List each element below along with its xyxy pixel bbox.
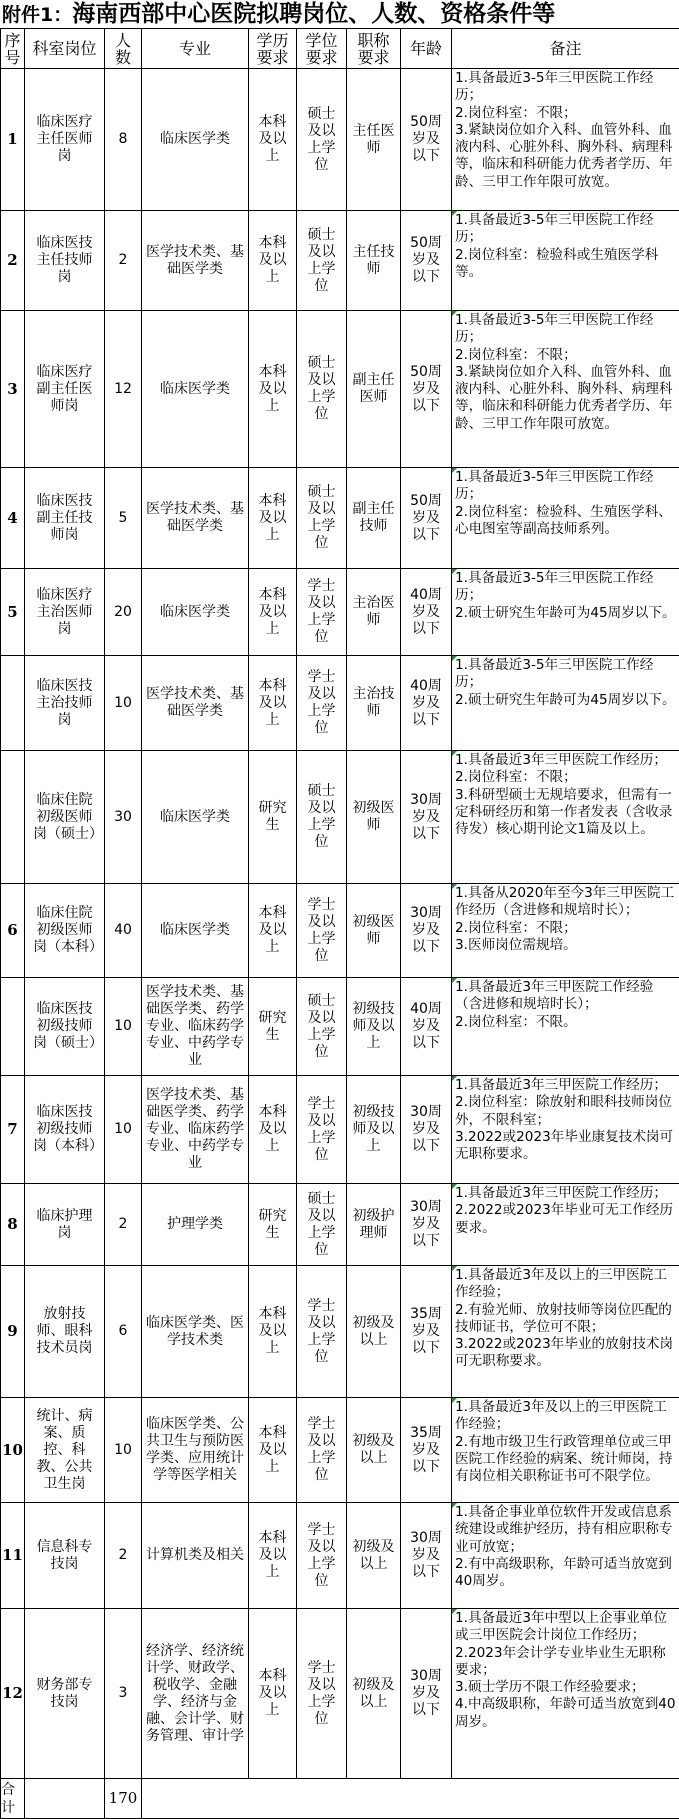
remark-lines [455,657,677,709]
cell-seq: 12 [1,1609,25,1779]
table-row [1,311,679,468]
remark-line: 2.2023年会计学专业毕业生无职称要求； [455,1645,677,1680]
cell-count: 12 [105,311,142,468]
cell-post: 临床医技主任技师岗 [25,211,105,311]
remark-lines [455,312,677,433]
remark-line: 1.具备最近3年三甲医院工作经验（含进修和规培时长）； [455,979,677,1014]
table-row [1,211,679,311]
cell-degree: 学士及以上学位 [297,656,347,751]
remark-line: 2.硕士研究生年龄可为45周岁以下。 [455,692,677,709]
cell-title-req: 主任医师 [347,69,401,211]
cell-comment-marker-icon [452,1503,457,1508]
remark-line: 2.岗位科室：检验科、生殖医学科、心电图室等副高技师系列。 [455,504,677,539]
cell-education: 研究生 [249,751,297,884]
remark-lines [455,570,677,622]
header-remark: 备注 [452,29,679,69]
cell-age: 50周岁及以下 [401,211,452,311]
cell-seq: 5 [1,569,25,656]
cell-remark [452,751,679,884]
cell-degree: 学士及以上学位 [297,1503,347,1609]
cell-major: 医学技术类、基础医学类、药学专业、临床药学专业、中药学专业 [142,978,249,1076]
cell-comment-marker-icon [452,978,457,983]
cell-title-req: 初级医师 [347,884,401,978]
cell-major: 临床医学类 [142,884,249,978]
remark-line: 2.岗位科室：不限； [455,920,677,937]
cell-post: 统计、病案、质控、科教、公共卫生岗 [25,1398,105,1503]
cell-education: 本科及以上 [249,884,297,978]
remark-line: 3.紧缺岗位如介入科、血管外科、血液内科、心脏外科、胸外科、病理科等，临床和科研能力优秀者学历、年龄、三甲工作年限可放宽。 [455,122,677,191]
cell-title-req: 主治技师 [347,656,401,751]
cell-title-req: 主治医师 [347,569,401,656]
cell-education: 本科及以上 [249,569,297,656]
cell-remark [452,468,679,569]
cell-remark [452,1503,679,1609]
cell-remark [452,884,679,978]
cell-remark [452,211,679,311]
cell-remark [452,1076,679,1184]
remark-line: 1.具备从2020年至今3年三甲医院工作经历（含进修和规培时长）； [455,885,677,920]
remark-line: 3.2022或2023年毕业的放射技术岗可无职称要求。 [455,1336,677,1371]
cell-degree: 硕士及以上学位 [297,468,347,569]
cell-major: 医学技术类、基础医学类 [142,468,249,569]
cell-count: 3 [105,1609,142,1779]
table-row [1,1609,679,1779]
cell-degree: 硕士及以上学位 [297,211,347,311]
cell-major: 护理学类 [142,1184,249,1266]
cell-age: 40周岁及以下 [401,978,452,1076]
cell-count: 5 [105,468,142,569]
header-degree: 学位要求 [297,29,347,69]
cell-remark [452,1609,679,1779]
header-count: 人数 [105,29,142,69]
cell-age: 30周岁及以下 [401,1503,452,1609]
total-empty [142,1779,679,1819]
page-title [0,0,679,28]
remark-line: 1.具备最近3-5年三甲医院工作经历； [455,312,677,347]
cell-seq [1,751,25,884]
cell-age: 40周岁及以下 [401,569,452,656]
cell-count: 20 [105,569,142,656]
cell-degree: 学士及以上学位 [297,569,347,656]
remark-lines [455,469,677,538]
cell-major: 医学技术类、基础医学类、药学专业、临床药学专业、中药学专业 [142,1076,249,1184]
cell-degree: 学士及以上学位 [297,1609,347,1779]
cell-seq: 6 [1,884,25,978]
cell-count: 8 [105,69,142,211]
header-title-req: 职称要求 [347,29,401,69]
remark-line: 2.岗位科室：不限； [455,105,677,122]
remark-line: 2.岗位科室：除放射和眼科技师岗位外，不限科室； [455,1094,677,1129]
cell-count: 2 [105,1184,142,1266]
cell-comment-marker-icon [452,311,457,316]
cell-post: 放射技师、眼科技术员岗 [25,1266,105,1398]
remark-line: 1.具备最近3-5年三甲医院工作经历； [455,469,677,504]
cell-major: 临床医学类 [142,69,249,211]
cell-comment-marker-icon [452,211,457,216]
cell-remark [452,311,679,468]
header-major: 专业 [142,29,249,69]
cell-degree: 学士及以上学位 [297,1266,347,1398]
cell-age: 35周岁及以下 [401,1266,452,1398]
remark-lines [455,1399,677,1485]
cell-title-req: 初级技师及以上 [347,1076,401,1184]
cell-post: 临床医技主治技师岗 [25,656,105,751]
remark-lines [455,212,677,281]
cell-remark [452,1266,679,1398]
remark-line: 1.具备最近3年三甲医院工作经历； [455,752,677,769]
remark-line: 2.有地市级卫生行政管理单位或三甲医院工作经验的病案、统计师岗，持有岗位相关职称证书可不限学位。 [455,1434,677,1486]
table-row [1,69,679,211]
total-post-empty [25,1779,105,1819]
cell-title-req: 主任技师 [347,211,401,311]
remark-line: 1.具备最近3年及以上的三甲医院工作经验； [455,1399,677,1434]
cell-post: 临床住院初级医师岗（硕士） [25,751,105,884]
cell-age: 50周岁及以下 [401,69,452,211]
cell-post: 信息科专技岗 [25,1503,105,1609]
cell-seq: 10 [1,1398,25,1503]
cell-comment-marker-icon [452,569,457,574]
table-body [1,69,679,1779]
cell-age: 50周岁及以下 [401,311,452,468]
cell-count: 30 [105,751,142,884]
cell-post: 临床医技初级技师岗（硕士） [25,978,105,1076]
table-row [1,468,679,569]
cell-remark [452,1184,679,1266]
cell-age: 50周岁及以下 [401,468,452,569]
cell-degree: 学士及以上学位 [297,1398,347,1503]
header-row [1,29,679,69]
remark-lines [455,1077,677,1163]
remark-line: 2.岗位科室：检验科或生殖医学科等。 [455,247,677,282]
cell-title-req: 初级技师及以上 [347,978,401,1076]
remark-line: 1.具备最近3年中型以上企事业单位或三甲医院会计岗位工作经历； [455,1610,677,1645]
header-age: 年龄 [401,29,452,69]
cell-seq: 7 [1,1076,25,1184]
cell-title-req: 初级及以上 [347,1266,401,1398]
remark-line: 1.具备企事业单位软件开发或信息系统建设或维护经历，持有相应职称专业可放宽； [455,1504,677,1556]
table-row [1,656,679,751]
cell-major: 计算机类及相关 [142,1503,249,1609]
cell-post: 临床医疗主任医师岗 [25,69,105,211]
cell-education: 本科及以上 [249,1503,297,1609]
cell-seq: 9 [1,1266,25,1398]
cell-major: 临床医学类 [142,311,249,468]
cell-count: 40 [105,884,142,978]
remark-line: 1.具备最近3年三甲医院工作经历； [455,1185,677,1202]
cell-count: 10 [105,1398,142,1503]
cell-seq: 3 [1,311,25,468]
remark-line: 3.2022或2023年毕业康复技术岗可无职称要求。 [455,1129,677,1164]
cell-education: 本科及以上 [249,1609,297,1779]
remark-line: 1.具备最近3-5年三甲医院工作经历； [455,570,677,605]
cell-degree: 学士及以上学位 [297,884,347,978]
remark-line: 1.具备最近3-5年三甲医院工作经历； [455,657,677,692]
cell-major: 临床医学类、公共卫生与预防医学类、应用统计学等医学相关 [142,1398,249,1503]
cell-comment-marker-icon [452,1184,457,1189]
cell-post: 临床医疗主治医师岗 [25,569,105,656]
cell-major: 临床医学类 [142,751,249,884]
cell-degree: 硕士及以上学位 [297,751,347,884]
total-count: 170 [105,1779,142,1819]
remark-line: 3.科研型硕士无规培要求，但需有一定科研经历和第一作者发表（含收录待发）核心期刊论文1篇及以上。 [455,787,677,839]
cell-major: 医学技术类、基础医学类 [142,211,249,311]
table-row [1,569,679,656]
remark-line: 2.岗位科室：不限。 [455,1014,677,1031]
cell-seq [1,656,25,751]
remark-lines [455,979,677,1031]
cell-comment-marker-icon [452,1609,457,1614]
remark-lines [455,1267,677,1371]
cell-education: 本科及以上 [249,468,297,569]
cell-degree: 硕士及以上学位 [297,1184,347,1266]
remark-line: 2.硕士研究生年龄可为45周岁以下。 [455,605,677,622]
cell-count: 2 [105,1503,142,1609]
total-label: 合计 [1,1779,25,1819]
cell-age: 35周岁及以下 [401,1398,452,1503]
cell-remark [452,1398,679,1503]
title-prefix: 附件1： [2,4,72,26]
remark-line: 2.有中高级职称，年龄可适当放宽到40周岁。 [455,1556,677,1591]
cell-count: 10 [105,1076,142,1184]
cell-count: 2 [105,211,142,311]
remark-line: 2.2022或2023年毕业可无工作经历要求。 [455,1202,677,1237]
remark-line: 3.硕士学历不限工作经验要求； [455,1679,677,1696]
cell-post: 临床住院初级医师岗（本科） [25,884,105,978]
cell-education: 本科及以上 [249,311,297,468]
remark-lines [455,1610,677,1731]
cell-comment-marker-icon [452,1266,457,1271]
remark-lines [455,752,677,838]
cell-title-req: 副主任技师 [347,468,401,569]
remark-lines [455,885,677,954]
cell-age: 30周岁及以下 [401,1076,452,1184]
cell-title-req: 副主任医师 [347,311,401,468]
cell-major: 临床医学类、医学技术类 [142,1266,249,1398]
title-text: 海南西部中心医院拟聘岗位、人数、资格条件等 [72,1,555,27]
header-education: 学历要求 [249,29,297,69]
cell-major: 医学技术类、基础医学类 [142,656,249,751]
table-row [1,978,679,1076]
remark-line: 1.具备最近3-5年三甲医院工作经历； [455,212,677,247]
cell-post: 临床医疗副主任医师岗 [25,311,105,468]
total-row [1,1779,679,1819]
cell-comment-marker-icon [452,884,457,889]
cell-title-req: 初级及以上 [347,1398,401,1503]
table-row [1,884,679,978]
cell-age: 30周岁及以下 [401,751,452,884]
cell-count: 10 [105,656,142,751]
cell-degree: 学士及以上学位 [297,1076,347,1184]
cell-title-req: 初级护理师 [347,1184,401,1266]
cell-title-req: 初级及以上 [347,1609,401,1779]
cell-degree: 硕士及以上学位 [297,978,347,1076]
table-row [1,1076,679,1184]
cell-education: 本科及以上 [249,211,297,311]
cell-comment-marker-icon [452,656,457,661]
cell-count: 10 [105,978,142,1076]
cell-education: 本科及以上 [249,1398,297,1503]
remark-line: 2.有验光师、放射技师等岗位匹配的技师证书，学位可不限； [455,1302,677,1337]
remark-line: 1.具备最近3-5年三甲医院工作经历； [455,70,677,105]
cell-comment-marker-icon [452,1398,457,1403]
table-row [1,751,679,884]
cell-seq: 8 [1,1184,25,1266]
cell-age: 30周岁及以下 [401,1184,452,1266]
cell-remark [452,569,679,656]
cell-age: 30周岁及以下 [401,884,452,978]
cell-remark [452,656,679,751]
cell-comment-marker-icon [452,751,457,756]
cell-comment-marker-icon [452,1076,457,1081]
cell-seq: 11 [1,1503,25,1609]
header-post: 科室岗位 [25,29,105,69]
cell-education: 研究生 [249,978,297,1076]
remark-line: 1.具备最近3年及以上的三甲医院工作经验； [455,1267,677,1302]
remark-lines [455,1504,677,1590]
cell-education: 研究生 [249,1184,297,1266]
cell-education: 本科及以上 [249,69,297,211]
remark-line: 1.具备最近3年三甲医院工作经历； [455,1077,677,1094]
cell-post: 财务部专技岗 [25,1609,105,1779]
table-row [1,1184,679,1266]
cell-education: 本科及以上 [249,656,297,751]
cell-title-req: 初级及以上 [347,1503,401,1609]
cell-major: 临床医学类 [142,569,249,656]
cell-post: 临床护理岗 [25,1184,105,1266]
remark-line: 3.紧缺岗位如介入科、血管外科、血液内科、心脏外科、胸外科、病理科等，临床和科研能力优秀者学历、年龄、三甲工作年限可放宽。 [455,364,677,433]
remark-line: 2.岗位科室：不限； [455,347,677,364]
table-row [1,1398,679,1503]
cell-remark [452,978,679,1076]
remark-lines [455,1185,677,1237]
cell-comment-marker-icon [452,468,457,473]
cell-seq [1,978,25,1076]
cell-degree: 硕士及以上学位 [297,69,347,211]
remark-line: 3.医师岗位需规培。 [455,937,677,954]
cell-count: 6 [105,1266,142,1398]
cell-education: 本科及以上 [249,1076,297,1184]
cell-seq: 1 [1,69,25,211]
remark-line: 4.中高级职称，年龄可适当放宽到40周岁。 [455,1696,677,1731]
header-seq: 序号 [1,29,25,69]
cell-post: 临床医技初级技师岗（本科） [25,1076,105,1184]
cell-remark [452,69,679,211]
cell-major: 经济学、经济统计学、财政学、税收学、金融学、经济与金融、会计学、财务管理、审计学 [142,1609,249,1779]
cell-title-req: 初级医师 [347,751,401,884]
remark-line: 2.岗位科室：不限； [455,769,677,786]
table-row [1,1266,679,1398]
recruitment-table [0,28,679,1819]
cell-age: 40周岁及以下 [401,656,452,751]
cell-post: 临床医技副主任技师岗 [25,468,105,569]
table-row [1,1503,679,1609]
cell-seq: 2 [1,211,25,311]
cell-seq: 4 [1,468,25,569]
cell-education: 本科及以上 [249,1266,297,1398]
cell-degree: 硕士及以上学位 [297,311,347,468]
cell-age: 30周岁及以下 [401,1609,452,1779]
remark-lines [455,70,677,191]
